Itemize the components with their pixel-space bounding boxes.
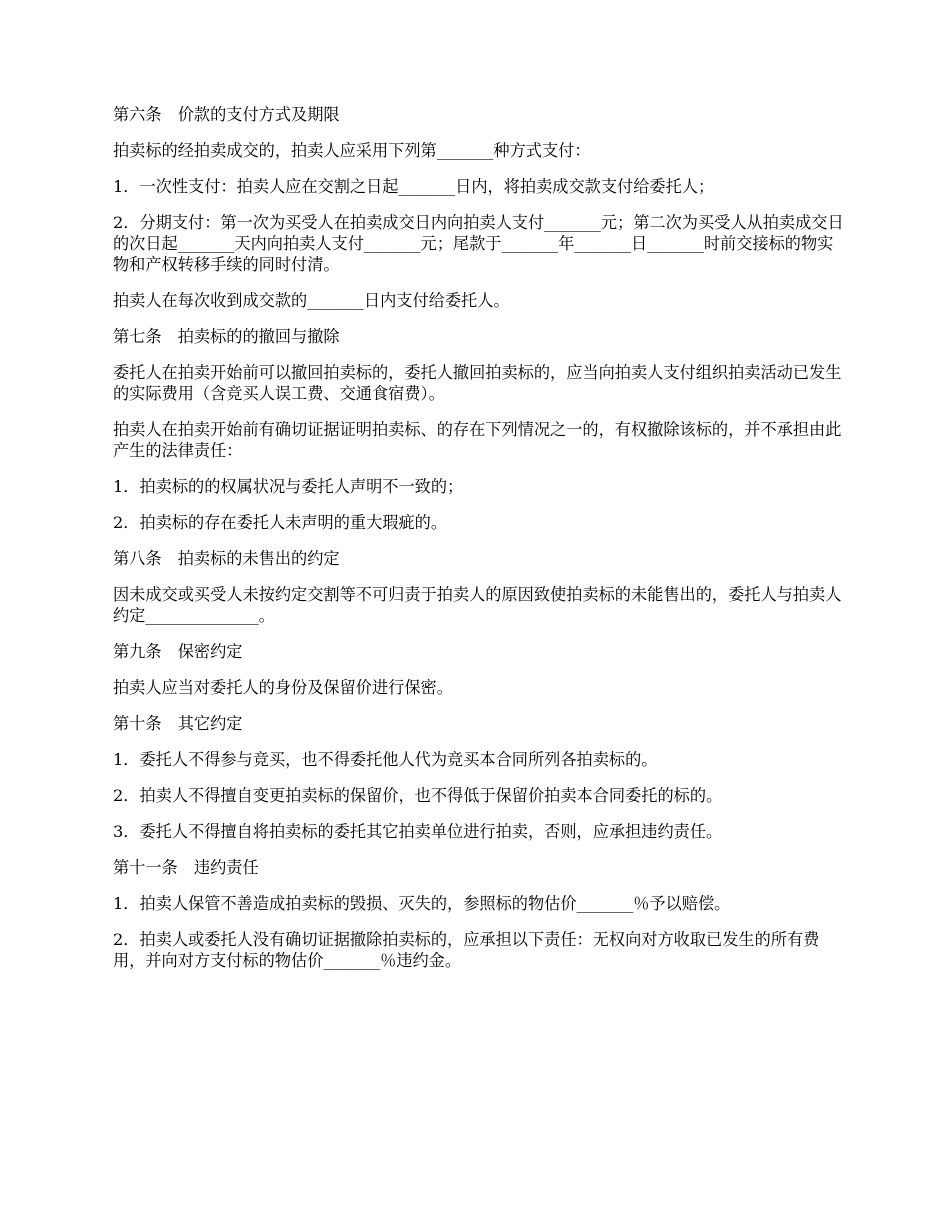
article-7-item-1: 1．拍卖标的的权属状况与委托人声明不一致的； — [113, 477, 464, 496]
article-8-unsold: 因未成交或买受人未按约定交割等不可归责于拍卖人的原因致使拍卖标的未能售出的，委托人与拍卖人约定______________。 — [113, 585, 842, 625]
article-11-item-1: 1．拍卖人保管不善造成拍卖标的毁损、灭失的，参照标的物估价_______％予以赔偿。 — [113, 894, 731, 913]
article-7-item-2: 2．拍卖标的存在委托人未声明的重大瑕疵的。 — [113, 513, 448, 532]
article-7-withdrawal: 委托人在拍卖开始前可以撤回拍卖标的，委托人撤回拍卖标的，应当向拍卖人支付组织拍卖活动已发生的实际费用（含竞买人误工费、交通食宿费）。 — [113, 363, 842, 403]
article-6-heading: 第六条 价款的支付方式及期限 — [113, 105, 340, 124]
contract-page — [113, 104, 848, 986]
article-6-lump-sum: 1．一次性支付：拍卖人应在交割之日起_______日内，将拍卖成交款支付给委托人； — [113, 177, 715, 196]
article-11-item-2: 2．拍卖人或委托人没有确切证据撤除拍卖标的，应承担以下责任：无权向对方收取已发生的所有费用，并向对方支付标的物估价_______％违约金。 — [113, 930, 820, 970]
article-11-heading: 第十一条 违约责任 — [113, 858, 259, 877]
article-10-heading: 第十条 其它约定 — [113, 714, 243, 733]
article-10-item-1: 1．委托人不得参与竞买，也不得委托他人代为竞买本合同所列各拍卖标的。 — [113, 750, 658, 769]
article-7-heading: 第七条 拍卖标的的撤回与撤除 — [113, 327, 340, 346]
article-6-installments: 2．分期支付：第一次为买受人在拍卖成交日内向拍卖人支付_______元；第二次为买受人从拍卖成交日的次日起_______天内向拍卖人支付_______元；尾款于_______年_______日_______时前交接标的物实物和产权转移手续的同时付清。 — [113, 213, 844, 274]
article-7-removal: 拍卖人在拍卖开始前有确切证据证明拍卖标、的存在下列情况之一的，有权撤除该标的，并不承担由此产生的法律责任： — [113, 420, 842, 460]
article-6-remit-to-consignor: 拍卖人在每次收到成交款的_______日内支付给委托人。 — [113, 291, 510, 310]
article-10-item-3: 3．委托人不得擅自将拍卖标的委托其它拍卖单位进行拍卖，否则，应承担违约责任。 — [113, 822, 723, 841]
article-10-item-2: 2．拍卖人不得擅自变更拍卖标的保留价，也不得低于保留价拍卖本合同委托的标的。 — [113, 786, 723, 805]
article-6-payment-choice: 拍卖标的经拍卖成交的，拍卖人应采用下列第_______种方式支付： — [113, 141, 591, 160]
article-9-heading: 第九条 保密约定 — [113, 642, 243, 661]
article-9-confidentiality: 拍卖人应当对委托人的身份及保留价进行保密。 — [113, 678, 453, 697]
article-8-heading: 第八条 拍卖标的未售出的约定 — [113, 549, 340, 568]
